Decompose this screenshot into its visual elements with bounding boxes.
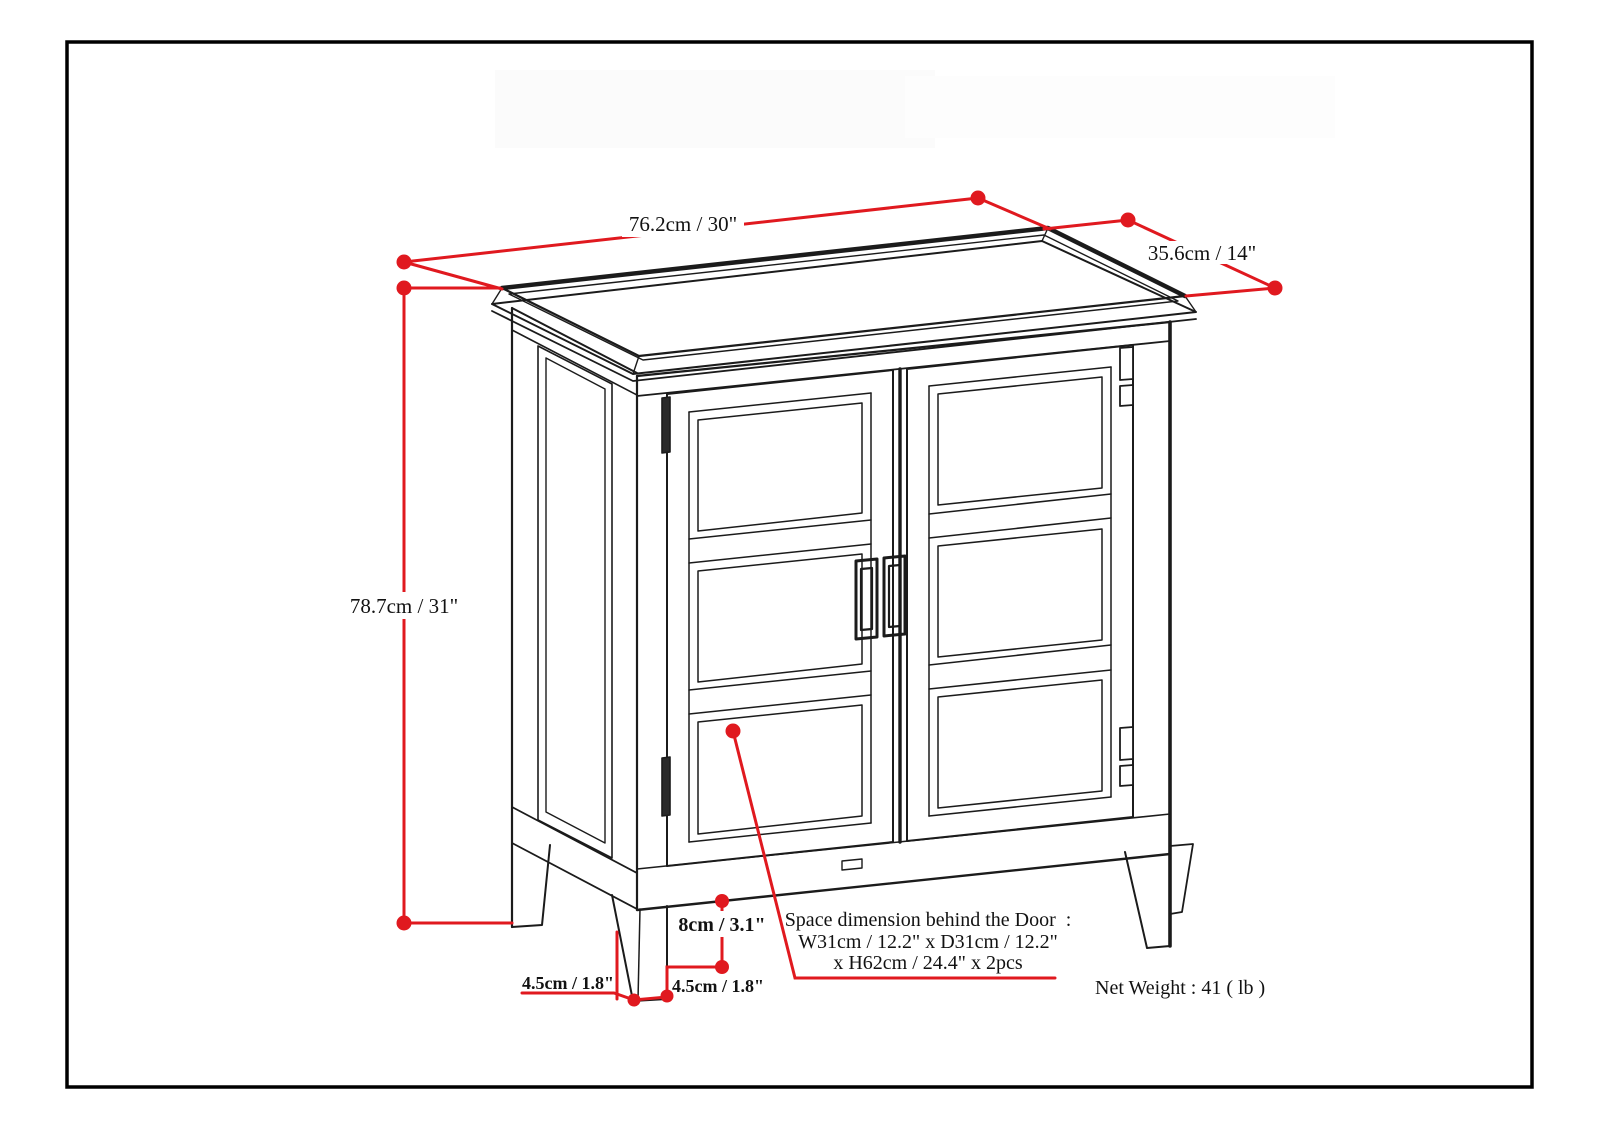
space-note-line3: x H62cm / 24.4" x 2pcs — [833, 952, 1023, 974]
label-height: 78.7cm / 31" — [349, 594, 459, 618]
space-note-line1: Space dimension behind the Door : — [784, 909, 1072, 931]
label-top-depth: 35.6cm / 14" — [1147, 241, 1257, 265]
label-top-width: 76.2cm / 30" — [628, 212, 738, 236]
label-net-weight: Net Weight : 41 ( lb ) — [1095, 977, 1266, 999]
watermark — [495, 70, 1335, 148]
leader-dot-door-panel — [726, 724, 741, 739]
label-clearance: 8cm / 3.1" — [678, 914, 766, 936]
label-leg-width-left: 4.5cm / 1.8" — [522, 973, 614, 993]
label-leg-width-right: 4.5cm / 1.8" — [672, 976, 764, 996]
space-note-line2: W31cm / 12.2" x D31cm / 12.2" — [798, 931, 1058, 953]
